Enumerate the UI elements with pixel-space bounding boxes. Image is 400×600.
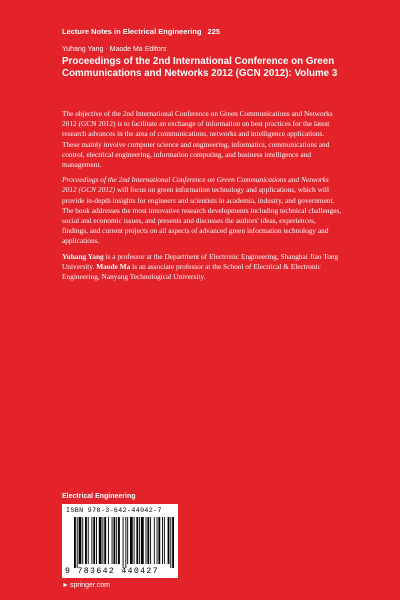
barcode-bar bbox=[88, 517, 89, 564]
barcode-bar bbox=[168, 517, 170, 564]
publisher-url[interactable] bbox=[62, 582, 110, 589]
barcode-bar bbox=[85, 517, 87, 564]
barcode-bar bbox=[162, 517, 163, 564]
barcode-image bbox=[74, 517, 174, 568]
barcode-bar bbox=[134, 517, 135, 564]
barcode-bar bbox=[96, 517, 97, 564]
series-name: Lecture Notes in Electrical Engineering bbox=[62, 27, 202, 36]
ean-number: 9 783642 440427 bbox=[65, 567, 159, 576]
author-2-bio: is an associate professor at the School of Electrical & Electronic Engineering, Nanyang Technological University. bbox=[62, 261, 321, 282]
barcode-bar bbox=[170, 517, 171, 568]
barcode-bar bbox=[108, 517, 109, 564]
author-1-name: Yuhang Yang bbox=[62, 251, 104, 261]
description-paragraph-2 bbox=[62, 175, 342, 246]
isbn-text: ISBN 978-3-642-44042-7 bbox=[66, 507, 162, 514]
editor-names: Yuhang Yang · Maode Ma bbox=[62, 46, 143, 53]
book-title: Proceedings of the 2nd International Conference on Green Communications and Networks 2012 (GCN 2012): Volume 3 bbox=[62, 56, 338, 80]
editors-role: Editors bbox=[144, 46, 167, 53]
barcode-bar bbox=[113, 517, 115, 564]
description-paragraph-1: The objective of the 2nd International Conference on Green Communications and Networks 2012 (GCN 2012) is to facilitate an exchange of information on best practices for the latest research advances in the area of communications, networks and intelligence applications. These mainly involve computer science and engineering, informatics, communications and control, electrical engineering, information computing, and business intelligence and management. bbox=[62, 109, 333, 170]
url-text: springer.com bbox=[69, 582, 111, 589]
barcode-bar bbox=[118, 517, 120, 564]
barcode-bar bbox=[154, 517, 155, 564]
arrow-icon: ► bbox=[62, 582, 69, 589]
barcode-bar bbox=[93, 517, 95, 564]
barcode-bar bbox=[130, 517, 133, 564]
barcode-bar bbox=[112, 517, 113, 564]
barcode-bar bbox=[172, 517, 174, 568]
barcode-bar bbox=[157, 517, 158, 564]
series-number: 225 bbox=[207, 27, 221, 36]
barcode-bar bbox=[127, 517, 128, 564]
author-1-bio: is a professor at the Department of Electronic Engineering, Shanghai Jiao Tong University. bbox=[62, 251, 339, 271]
barcode-bar bbox=[141, 517, 144, 564]
barcode-bar bbox=[123, 517, 124, 568]
author-2-name: Maode Ma bbox=[96, 261, 131, 271]
barcode-bar bbox=[79, 517, 82, 564]
barcode-bar bbox=[125, 517, 126, 568]
barcode-bar bbox=[74, 517, 76, 568]
author-bios bbox=[62, 252, 342, 283]
barcode-bar bbox=[139, 517, 140, 564]
barcode-bar bbox=[116, 517, 117, 564]
proceedings-title-italic: Proceedings of the 2nd International Conference on Green Communications and Networks 2012 (GCN 2012) bbox=[62, 175, 329, 195]
barcode-bar bbox=[147, 517, 149, 564]
barcode-bar bbox=[164, 517, 165, 564]
barcode-box bbox=[62, 504, 178, 578]
barcode-bar bbox=[82, 517, 83, 564]
barcode-bar bbox=[77, 517, 78, 568]
barcode-bar bbox=[91, 517, 92, 564]
paragraph-2-rest: will focus on green information technology and applications, which will provide in-depth insights for engineers and scientists in academia, industry, and government. The book addresses the most innovative research developments including technical challenges, social and economic issues, and presents and discusses the authors' ideas, experiences, findings, and current projects on all aspects of advanced green information technology and applications. bbox=[62, 185, 342, 246]
barcode-bar bbox=[158, 517, 160, 564]
barcode-bar bbox=[102, 517, 103, 564]
barcode-bar bbox=[146, 517, 147, 564]
description bbox=[62, 109, 342, 287]
editors-line bbox=[62, 46, 166, 53]
barcode-bar bbox=[150, 517, 151, 564]
subject-category: Electrical Engineering bbox=[62, 493, 136, 500]
barcode-bar bbox=[104, 517, 106, 564]
barcode-bar bbox=[136, 517, 138, 564]
series-line bbox=[62, 27, 220, 36]
barcode-bar bbox=[99, 517, 102, 564]
